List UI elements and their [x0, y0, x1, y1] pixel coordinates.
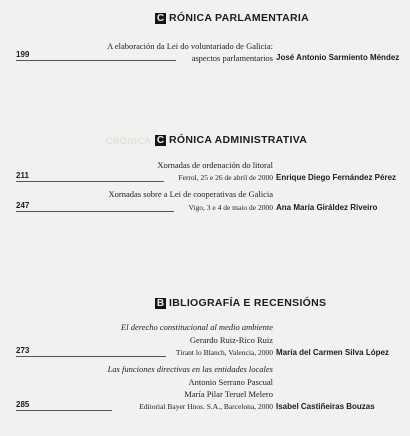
- book-publisher: Editorial Bayer Hnos. S.A., Barcelona, 2000: [139, 402, 273, 411]
- section-title: IBLIOGRAFÍA E RECENSIÓNS: [169, 297, 327, 309]
- faint-background-text: CRÓNICA: [106, 136, 152, 146]
- leader-rule: [16, 211, 174, 212]
- entry-title: A elaboración da Lei do voluntariado de Galicia:: [107, 41, 273, 51]
- entry-title: Xornadas de ordenación do litoral: [157, 160, 273, 170]
- section-title: RÓNICA ADMINISTRATIVA: [169, 134, 308, 146]
- section-heading-bibliografia: [155, 297, 326, 309]
- book-title: El derecho constitucional al medio ambiente: [121, 322, 273, 332]
- leader-rule: [16, 60, 176, 61]
- entry-author: Ana María Giráldez Riveiro: [276, 203, 378, 212]
- page-number: 247: [16, 201, 30, 210]
- book-author: Gerardo Ruiz-Rico Ruiz: [189, 335, 273, 345]
- entry-author: José Antonio Sarmiento Méndez: [276, 53, 400, 62]
- entry-detail: Vigo, 3 e 4 de maio de 2000: [188, 203, 273, 212]
- leader-rule: [16, 356, 166, 357]
- section-initial-box: B: [156, 297, 165, 309]
- leader-rule: [16, 410, 112, 411]
- entry-reviewer: Isabel Castiñeiras Bouzas: [276, 402, 375, 411]
- book-author: Antonio Serrano Pascual: [188, 377, 273, 387]
- section-title: RÓNICA PARLAMENTARIA: [169, 12, 309, 24]
- book-author: María Pilar Teruel Melero: [184, 389, 273, 399]
- entry-reviewer: María del Carmen Silva López: [276, 348, 389, 357]
- section-heading-cronica-parlamentaria: [155, 12, 309, 24]
- section-initial-box: C: [156, 12, 165, 24]
- page-number: 211: [16, 171, 29, 180]
- section-initial-box: C: [156, 134, 165, 146]
- entry-author: Enrique Diego Fernández Pérez: [276, 173, 397, 182]
- page-number: 199: [16, 50, 30, 59]
- page-number: 273: [16, 346, 30, 355]
- book-publisher: Tirant lo Blanch, Valencia, 2000: [175, 348, 273, 357]
- entry-title: Xornadas sobre a Lei de cooperativas de Galicia: [108, 189, 273, 199]
- page-number: 285: [16, 400, 30, 409]
- book-title: Las funciones directivas en las entidades locales: [107, 364, 273, 374]
- entry-detail: Ferrol, 25 e 26 de abril de 2000: [178, 173, 273, 182]
- entry-subtitle: aspectos parlamentarios: [191, 53, 273, 63]
- section-heading-cronica-administrativa: [155, 134, 307, 146]
- leader-rule: [16, 181, 164, 182]
